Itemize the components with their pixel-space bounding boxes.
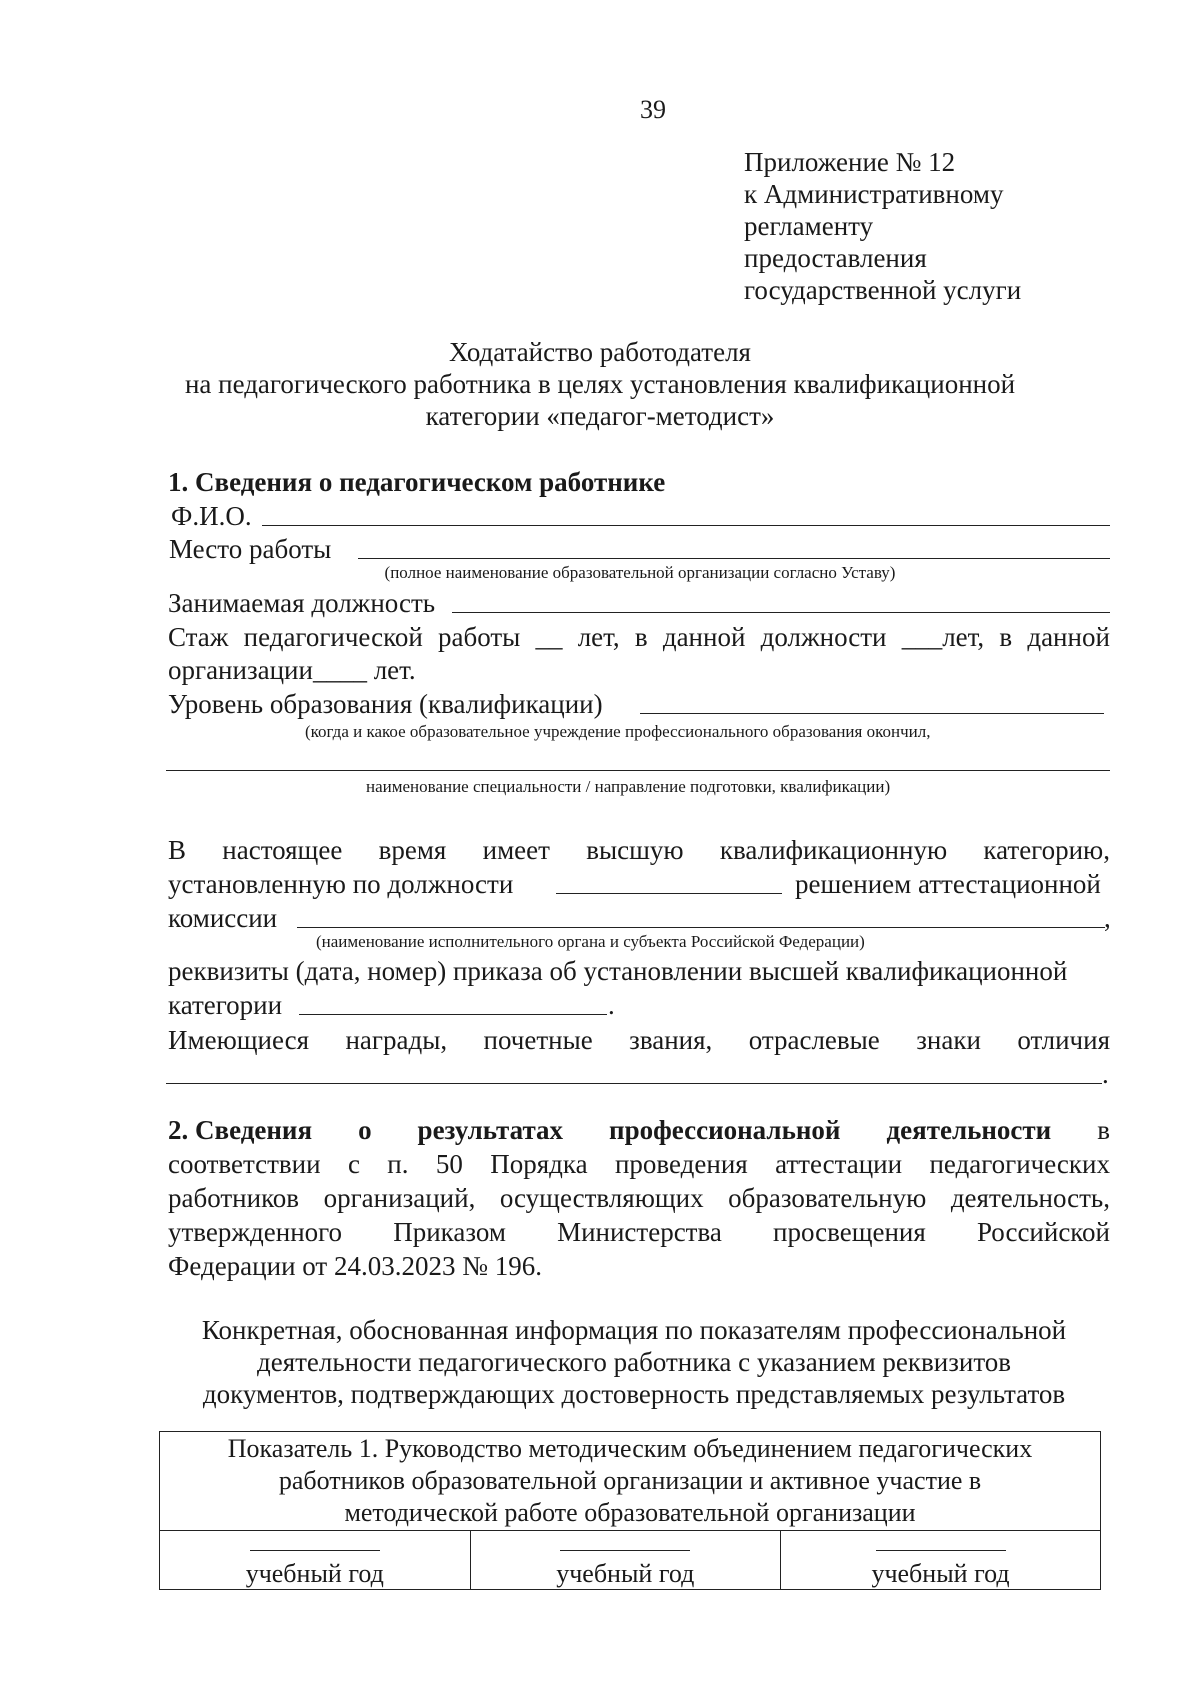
- experience-word: в: [634, 622, 648, 652]
- appendix-line-5: государственной услуги: [744, 275, 1022, 305]
- section2-word: Порядка: [490, 1149, 588, 1179]
- category-line: [168, 834, 1110, 866]
- requisites-line: реквизиты (дата, номер) приказа об установлении высшей квалификационной: [168, 956, 1068, 986]
- education-label: Уровень образования (квалификации): [168, 689, 603, 719]
- education-field[interactable]: [640, 713, 1104, 714]
- section2-word: Российской: [976, 1217, 1110, 1247]
- indicator-table: [159, 1431, 1101, 1590]
- category-label: категории: [168, 990, 283, 1020]
- category-word: категорию,: [983, 835, 1110, 865]
- position-category-field[interactable]: [556, 893, 782, 894]
- experience-word: данной: [1027, 622, 1110, 652]
- section2-word: п.: [387, 1149, 409, 1179]
- experience-word: должности: [760, 622, 887, 652]
- experience-line: [168, 621, 1110, 653]
- section2-word: деятельность,: [950, 1183, 1110, 1213]
- category-word: В: [168, 835, 187, 865]
- fio-label: Ф.И.О.: [171, 501, 252, 531]
- awards-word: знаки: [916, 1025, 981, 1055]
- experience-years-field[interactable]: __: [535, 622, 563, 652]
- education-hint-1: (когда и какое образовательное учреждение профессионального образования окончил,: [305, 722, 931, 741]
- info-line-1: Конкретная, обоснованная информация по показателям профессиональной: [201, 1315, 1067, 1345]
- category-word: высшую: [586, 835, 684, 865]
- position-label: Занимаемая должность: [168, 588, 436, 618]
- commission-label: комиссии: [168, 903, 278, 933]
- awards-line: [168, 1024, 1110, 1056]
- awards-word: отличия: [1017, 1025, 1110, 1055]
- year-field-2[interactable]: [560, 1550, 690, 1551]
- commission-hint: (наименование исполнительного органа и субъекта Российской Федерации): [316, 932, 865, 951]
- position-field[interactable]: [452, 612, 1110, 613]
- category-word: время: [378, 835, 447, 865]
- info-line-2: деятельности педагогического работника с указанием реквизитов: [256, 1347, 1012, 1377]
- workplace-label: Место работы: [169, 534, 332, 564]
- section2-word: работников: [168, 1183, 300, 1213]
- section2-heading-word: о: [358, 1115, 372, 1145]
- section2-word: осуществляющих: [499, 1183, 704, 1213]
- fio-field[interactable]: [262, 525, 1110, 526]
- experience-word: педагогической: [243, 622, 423, 652]
- indicator-line-3: методической работе образовательной организации: [344, 1498, 916, 1527]
- indicator-line-1: Показатель 1. Руководство методическим объединением педагогических: [227, 1434, 1033, 1463]
- position-years-field[interactable]: ___лет,: [901, 622, 985, 652]
- awards-word: звания,: [629, 1025, 713, 1055]
- appendix-line-2: к Административному: [744, 179, 1004, 209]
- education-hint-2: наименование специальности / направление подготовки, квалификации): [366, 777, 891, 796]
- section2-word: проведения: [614, 1149, 748, 1179]
- section2-line-1: [168, 1114, 1110, 1146]
- section2-word: в: [1097, 1115, 1110, 1145]
- commission-field[interactable]: [297, 927, 1105, 928]
- table-row: [160, 1531, 1101, 1590]
- experience-word: лет,: [577, 622, 620, 652]
- page-number: 39: [640, 95, 666, 124]
- section2-word: просвещения: [773, 1217, 926, 1247]
- section2-word: Приказом: [393, 1217, 506, 1247]
- title-line-3: категории «педагог-методист»: [425, 401, 775, 431]
- workplace-field[interactable]: [358, 558, 1110, 559]
- section2-word: утвержденного: [168, 1217, 343, 1247]
- year-cell-3[interactable]: [781, 1531, 1101, 1590]
- established-label: установленную по должности: [168, 869, 514, 899]
- organization-years: организации____ лет.: [168, 655, 416, 685]
- table-row: [160, 1432, 1101, 1531]
- section2-heading-word: деятельности: [886, 1115, 1052, 1145]
- section2-word: 50: [435, 1149, 463, 1179]
- section2-word: Министерства: [557, 1217, 722, 1247]
- section2-line-4: [168, 1216, 1110, 1248]
- appendix-line-1: Приложение № 12: [744, 147, 956, 177]
- section2-word: с: [347, 1149, 360, 1179]
- section2-heading-word: 2. Сведения: [168, 1115, 313, 1145]
- year-label-3: учебный год: [871, 1559, 1010, 1588]
- appendix-line-4: предоставления: [744, 243, 927, 273]
- section2-heading-word: результатах: [417, 1115, 564, 1145]
- section2-line-5: Федерации от 24.03.2023 № 196.: [168, 1251, 542, 1281]
- experience-word: данной: [662, 622, 746, 652]
- awards-word: отраслевые: [748, 1025, 880, 1055]
- title-line-1: Ходатайство работодателя: [449, 337, 751, 367]
- year-field-3[interactable]: [876, 1550, 1006, 1551]
- experience-word: работы: [437, 622, 521, 652]
- section2-heading-word: профессиональной: [609, 1115, 841, 1145]
- indicator-header-cell: [160, 1432, 1101, 1531]
- category-word: квалификационную: [719, 835, 948, 865]
- section2-word: организаций,: [323, 1183, 476, 1213]
- workplace-hint: (полное наименование образовательной организации согласно Уставу): [384, 563, 896, 582]
- section2-word: соответствии: [168, 1149, 321, 1179]
- title-line-2: на педагогического работника в целях установления квалификационной: [184, 369, 1016, 399]
- year-cell-2[interactable]: [470, 1531, 781, 1590]
- awards-word: почетные: [483, 1025, 593, 1055]
- section2-word: педагогических: [929, 1149, 1110, 1179]
- category-word: имеет: [482, 835, 550, 865]
- section1-heading: 1. Сведения о педагогическом работнике: [168, 467, 666, 497]
- awards-word: награды,: [345, 1025, 448, 1055]
- section2-word: аттестации: [775, 1149, 903, 1179]
- category-dot: .: [608, 990, 615, 1020]
- awards-dot: .: [1102, 1059, 1109, 1089]
- year-label-1: учебный год: [245, 1559, 384, 1588]
- awards-field[interactable]: [166, 1083, 1102, 1084]
- education-field-2[interactable]: [166, 770, 1110, 771]
- year-field-1[interactable]: [250, 1550, 380, 1551]
- appendix-line-3: регламенту: [744, 211, 874, 241]
- year-cell-1[interactable]: [160, 1531, 471, 1590]
- commission-comma: ,: [1104, 903, 1111, 933]
- category-word: настоящее: [222, 835, 343, 865]
- section2-word: образовательную: [728, 1183, 927, 1213]
- experience-word: Стаж: [168, 622, 229, 652]
- indicator-line-2: работников образовательной организации и активное участие в: [278, 1466, 982, 1495]
- decision-label: решением аттестационной: [795, 869, 1101, 899]
- section2-line-3: [168, 1182, 1110, 1214]
- section2-line-2: [168, 1148, 1110, 1180]
- awards-word: Имеющиеся: [168, 1025, 310, 1055]
- requisites-field[interactable]: [299, 1014, 607, 1015]
- experience-word: в: [999, 622, 1013, 652]
- info-line-3: документов, подтверждающих достоверность представляемых результатов: [202, 1379, 1066, 1409]
- year-label-2: учебный год: [556, 1559, 695, 1588]
